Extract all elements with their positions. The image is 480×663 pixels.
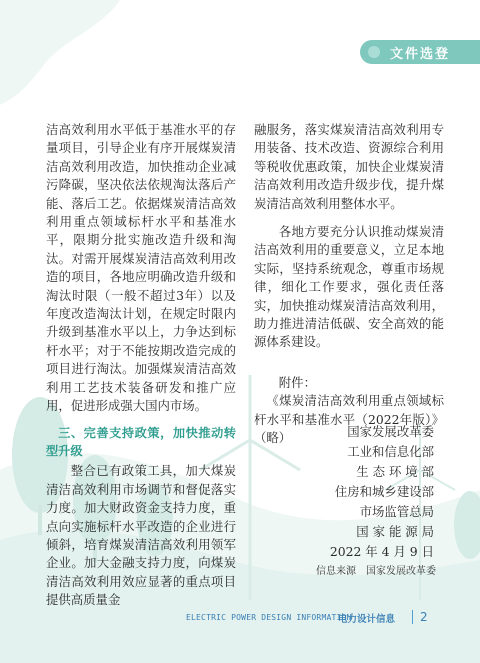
footer-divider	[412, 610, 413, 624]
top-left-decoration	[0, 0, 120, 105]
left-paragraph-1: 洁高效利用水平低于基准水平的存量项目，引导企业有序开展煤炭清洁高效利用改造，加快推动企业减污降碳，坚决依法依规淘汰落后产能、落后工艺。依据煤炭清洁高效利用重点领域标杆水平和基准水平，限期分批实施改造升级和淘汰。对需开展煤炭清洁高效利用改造的项目，各地应明确改造升级和淘汰时限（一般不超过3年）以及年度改造淘汰计划，在规定时限内升级到基准水平以上，力争达到标杆水平；对于不能按期改造完成的项目进行淘汰。加强煤炭清洁高效利用工艺技术装备研发和推广应用，促进形成强大国内市场。	[46, 122, 236, 414]
page-number: 2	[420, 610, 428, 624]
source-line: 信息来源 国家发展改革委	[316, 566, 436, 577]
left-column	[46, 121, 236, 610]
column-label	[360, 40, 480, 64]
column-label-dot	[368, 46, 380, 58]
footer-english-title: ELECTRIC POWER DESIGN INFORMATION	[186, 613, 352, 622]
signoff-block	[254, 422, 434, 562]
right-paragraph-1: 融服务，落实煤炭清洁高效利用专用装备、技术改造、资源综合利用等税收优惠政策，加快企业煤炭清洁高效利用改造升级步伐，提升煤炭清洁高效利用整体水平。	[254, 122, 444, 211]
issuer-mohurd: 住房和城乡建设部	[334, 484, 434, 499]
issuer-miit: 工业和信息化部	[347, 444, 434, 459]
page-footer	[0, 610, 480, 630]
right-paragraph-2: 各地方要充分认识推动煤炭清洁高效利用的重要意义，立足本地实际，坚持系统观念，尊重市场规律，细化工作要求，强化责任落实，加快推动煤炭清洁高效利用，助力推进清洁低碳、安全高效的能源体系建设。	[254, 224, 444, 350]
spacer	[254, 352, 444, 374]
signoff-date: 2022 年 4 月 9 日	[329, 544, 434, 559]
attachment-label: 附件：	[278, 374, 316, 390]
footer-chinese-title: 电力设计信息	[338, 614, 396, 625]
issuer-nea: 国 家 能 源 局	[356, 524, 434, 539]
left-paragraph-2: 整合已有政策工具，加大煤炭清洁高效利用市场调节和督促落实力度。加大财政资金支持力度，重点向实施标杆水平改造的企业进行倾斜，培育煤炭清洁高效利用领军企业。加大金融支持力度，向煤炭清洁高效利用效应显著的重点项目提供高质量金	[46, 463, 236, 608]
spacer	[254, 213, 444, 223]
attachment-text: 《煤炭清洁高效利用重点领域标杆水平和基准水平（2022年版）》（略）	[254, 393, 444, 446]
column-label-text: 文件选登	[389, 46, 450, 62]
issuer-mee: 生 态 环 境 部	[356, 464, 434, 479]
section-heading: 三、完善支持政策，加快推动转型升级	[46, 425, 236, 458]
right-column	[254, 121, 444, 448]
issuer-samr: 市场监管总局	[359, 504, 434, 519]
issuer-ndrc: 国家发展改革委	[347, 424, 434, 439]
